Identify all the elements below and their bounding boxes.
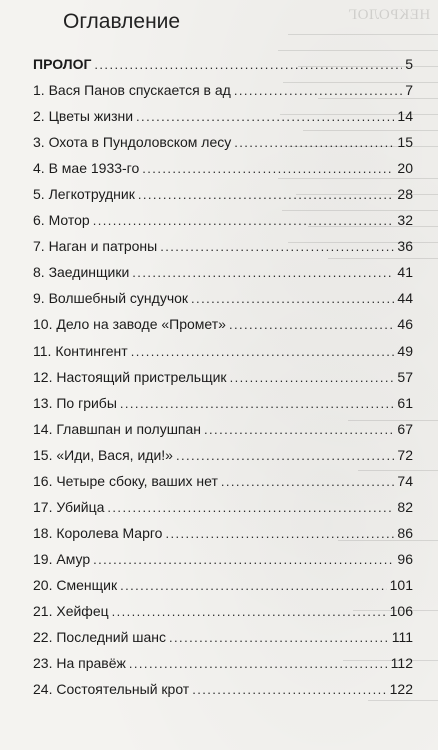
toc-entry — [33, 577, 413, 603]
toc-entry-page: 96 — [397, 550, 413, 567]
toc-entry-title: 11. Контингент — [33, 342, 128, 359]
toc-entry-page: 86 — [397, 524, 413, 541]
toc-leader-dots — [192, 682, 386, 697]
toc-entry-page: 61 — [397, 394, 413, 411]
toc-entry — [33, 186, 413, 212]
toc-entry-page: 122 — [389, 681, 413, 698]
toc-leader-dots — [165, 526, 394, 541]
toc-entry-title: ПРОЛОГ — [33, 56, 92, 72]
toc-entry-title: 7. Наган и патроны — [33, 238, 158, 255]
toc-leader-dots — [176, 448, 394, 463]
toc-entry — [33, 551, 413, 577]
toc-entry — [33, 447, 413, 473]
toc-entry-title: 21. Хейфец — [33, 602, 109, 619]
toc-entry — [33, 290, 413, 316]
toc-entry-page: 44 — [397, 290, 413, 307]
toc-entry-title: 13. По грибы — [33, 394, 117, 411]
toc-entry — [33, 212, 413, 238]
toc-leader-dots — [160, 239, 394, 254]
toc-leader-dots — [229, 317, 394, 332]
toc-entry-title: 18. Королева Марго — [33, 524, 163, 541]
toc-entry-page: 74 — [397, 472, 413, 489]
toc-leader-dots — [112, 604, 387, 619]
toc-leader-dots — [93, 552, 394, 567]
toc-entry-title: 3. Охота в Пундоловском лесу — [33, 134, 232, 151]
toc-entry-page: 49 — [397, 342, 413, 359]
toc-leader-dots — [234, 135, 394, 150]
toc-entry-title: 1. Вася Панов спускается в ад — [33, 82, 231, 99]
toc-entry-title: 14. Главшпан и полушпан — [33, 420, 202, 437]
toc-leader-dots — [93, 213, 395, 228]
toc-entry-page: 46 — [397, 316, 413, 333]
toc-entry-page: 14 — [397, 108, 413, 125]
toc-entry-title: 2. Цветы жизни — [33, 108, 134, 125]
toc-leader-dots — [132, 265, 394, 280]
toc-entry — [33, 525, 413, 551]
toc-entry-title: 17. Убийца — [33, 498, 105, 515]
toc-entry-page: 72 — [397, 446, 413, 463]
toc-leader-dots — [136, 109, 394, 124]
bleed-line — [288, 34, 438, 35]
toc-entry — [33, 56, 413, 82]
toc-entry-page: 57 — [397, 368, 413, 385]
toc-entry-page: 36 — [397, 238, 413, 255]
toc-entry — [33, 603, 413, 629]
toc-entry-title: 19. Амур — [33, 550, 91, 567]
toc-entry-title: 22. Последний шанс — [33, 629, 167, 646]
toc-entry-page: 82 — [397, 498, 413, 515]
bleed-line — [278, 50, 438, 51]
toc-entry-page: 15 — [397, 134, 413, 151]
toc-entry-page: 112 — [390, 655, 413, 672]
toc-leader-dots — [230, 370, 395, 385]
toc-leader-dots — [120, 578, 387, 593]
toc-leader-dots — [191, 291, 394, 306]
toc-entry-title: 9. Волшебный сундучок — [33, 290, 189, 307]
toc-entry-title: 10. Дело на заводе «Промет» — [33, 316, 226, 333]
toc-entry — [33, 108, 413, 134]
toc-entry-page: 20 — [397, 160, 413, 177]
toc-entry-page: 32 — [397, 212, 413, 229]
toc-leader-dots — [204, 422, 394, 437]
toc-entry-page: 106 — [389, 602, 413, 619]
toc-entry-page: 67 — [397, 420, 413, 437]
toc-entry-page: 101 — [389, 576, 413, 593]
toc-entry — [33, 264, 413, 290]
toc-entry-title: 16. Четыре сбоку, ваших нет — [33, 472, 218, 489]
toc-entry-title: 8. Заединщики — [33, 264, 130, 281]
toc-entry — [33, 316, 413, 342]
toc-entry-title: 24. Состоятельный крот — [33, 681, 190, 698]
toc-leader-dots — [129, 656, 388, 671]
table-of-contents — [33, 56, 413, 707]
toc-entry — [33, 238, 413, 264]
toc-entry-title: 12. Настоящий пристрельщик — [33, 368, 227, 385]
toc-entry — [33, 499, 413, 525]
toc-entry-title: 23. На правёж — [33, 655, 126, 672]
toc-entry — [33, 343, 413, 369]
toc-leader-dots — [107, 500, 394, 515]
toc-entry — [33, 134, 413, 160]
toc-leader-dots — [120, 396, 395, 411]
toc-entry — [33, 395, 413, 421]
toc-leader-dots — [94, 57, 402, 72]
toc-entry-page: 7 — [405, 82, 413, 99]
toc-leader-dots — [131, 344, 395, 359]
toc-entry-title: 15. «Иди, Вася, иди!» — [33, 446, 173, 463]
toc-entry-title: 5. Легкотрудник — [33, 186, 135, 203]
toc-entry — [33, 369, 413, 395]
toc-entry — [33, 681, 413, 707]
toc-entry-page: 28 — [397, 186, 413, 203]
toc-entry — [33, 82, 413, 108]
toc-entry-page: 5 — [405, 56, 413, 72]
toc-leader-dots — [142, 161, 394, 176]
bleed-through-heading: НЕКРОЛОГ — [347, 7, 430, 23]
toc-entry-page: 111 — [391, 629, 413, 646]
toc-leader-dots — [234, 83, 402, 98]
toc-entry — [33, 473, 413, 499]
toc-entry-page: 41 — [397, 264, 413, 281]
toc-entry-title: 4. В мае 1933-го — [33, 160, 140, 177]
toc-leader-dots — [169, 630, 389, 645]
toc-entry — [33, 629, 413, 655]
toc-entry — [33, 160, 413, 186]
toc-leader-dots — [221, 474, 395, 489]
toc-leader-dots — [138, 187, 395, 202]
toc-entry-title: 20. Сменщик — [33, 576, 118, 593]
toc-entry-title: 6. Мотор — [33, 212, 90, 229]
toc-entry — [33, 421, 413, 447]
page-title: Оглавление — [63, 10, 181, 33]
toc-entry — [33, 655, 413, 681]
